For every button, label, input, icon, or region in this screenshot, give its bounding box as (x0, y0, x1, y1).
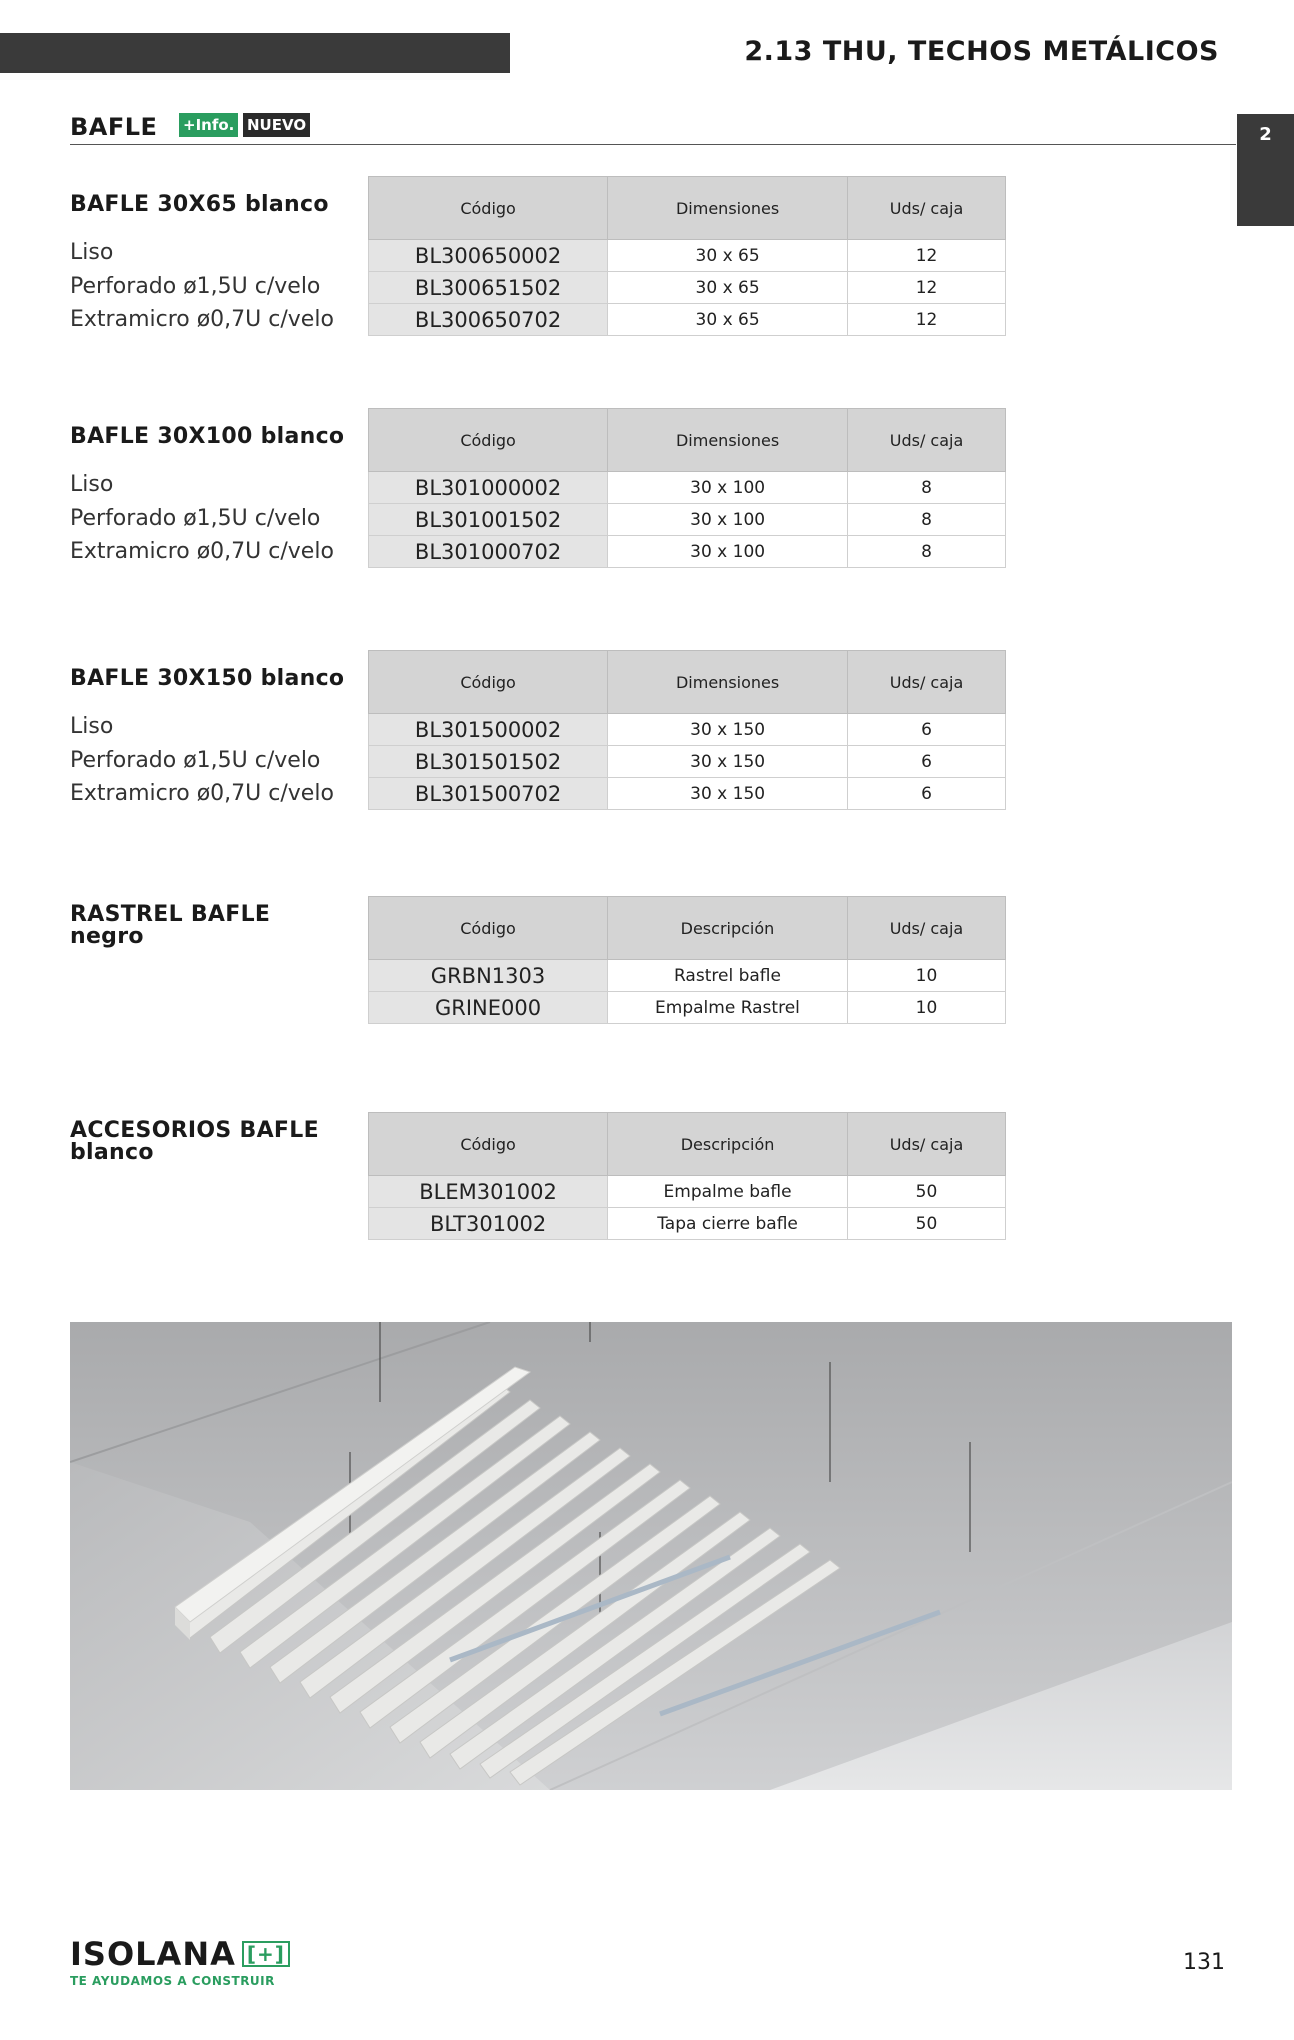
units-cell: 6 (848, 746, 1006, 778)
table-row (369, 992, 1006, 1024)
variant-item: Perforado ø1,5U c/velo (70, 747, 321, 773)
variant-item: Liso (70, 714, 114, 739)
dimensions-cell: 30 x 100 (608, 472, 848, 504)
product-code: BL300651502 (369, 272, 608, 304)
variant-item: Extramicro ø0,7U c/velo (70, 539, 334, 564)
product-code: BLEM301002 (369, 1176, 608, 1208)
company-logo (70, 1935, 290, 1988)
column-header: Código (369, 177, 608, 240)
product-block-30x150 (70, 650, 1006, 812)
units-cell: 10 (847, 992, 1005, 1024)
units-cell: 8 (848, 536, 1006, 568)
chapter-tab: 2 (1237, 114, 1294, 226)
units-cell: 6 (848, 714, 1006, 746)
product-block-30x65 (70, 176, 1006, 338)
dimensions-cell: 30 x 65 (608, 272, 848, 304)
page-header-title: 2.13 THU, TECHOS METÁLICOS (744, 36, 1219, 67)
product-table (368, 176, 1006, 336)
baffle-ceiling-illustration (70, 1322, 1232, 1790)
column-header: Código (369, 897, 608, 960)
variant-item: Extramicro ø0,7U c/velo (70, 781, 334, 806)
table-row (369, 960, 1006, 992)
units-cell: 12 (848, 272, 1006, 304)
page-number: 131 (1183, 1950, 1225, 1975)
column-header: Uds/ caja (848, 651, 1006, 714)
dimensions-cell: 30 x 100 (608, 504, 848, 536)
product-title: RASTREL BAFLE negro (70, 902, 271, 949)
dimensions-cell: 30 x 65 (608, 304, 848, 336)
column-header: Dimensiones (608, 651, 848, 714)
header-bar (0, 33, 510, 73)
product-code: BL301501502 (369, 746, 608, 778)
dimensions-cell: 30 x 100 (608, 536, 848, 568)
table-header-row (369, 897, 1006, 960)
table-row (369, 472, 1006, 504)
variant-list (70, 710, 334, 811)
table-row (369, 746, 1006, 778)
table-row (369, 504, 1006, 536)
column-header: Código (369, 409, 608, 472)
product-table (368, 650, 1006, 810)
table-row (369, 1176, 1006, 1208)
table-header-row (369, 1113, 1006, 1176)
dimensions-cell: 30 x 150 (608, 778, 848, 810)
product-code: BL301001502 (369, 504, 608, 536)
variant-item: Perforado ø1,5U c/velo (70, 505, 321, 531)
product-block-rastrel (70, 896, 1006, 1026)
product-code: BLT301002 (369, 1208, 608, 1240)
product-table (368, 1112, 1006, 1240)
product-title: ACCESORIOS BAFLE blanco (70, 1118, 319, 1165)
more-info-badge[interactable]: +Info. (179, 113, 238, 137)
units-cell: 50 (847, 1176, 1005, 1208)
dimensions-cell: 30 x 65 (608, 240, 848, 272)
description-cell: Empalme bafle (608, 1176, 848, 1208)
logo-wordmark (70, 1935, 290, 1973)
product-code: GRINE000 (369, 992, 608, 1024)
column-header: Código (369, 1113, 608, 1176)
units-cell: 50 (847, 1208, 1005, 1240)
product-code: BL301000002 (369, 472, 608, 504)
variant-item: Extramicro ø0,7U c/velo (70, 307, 334, 332)
product-code: BL301500702 (369, 778, 608, 810)
product-block-accesorios (70, 1112, 1006, 1242)
variant-list (70, 236, 334, 337)
table-header-row (369, 409, 1006, 472)
column-header: Dimensiones (608, 177, 848, 240)
column-header: Descripción (608, 897, 848, 960)
units-cell: 12 (848, 304, 1006, 336)
column-header: Uds/ caja (848, 177, 1006, 240)
product-code: BL300650002 (369, 240, 608, 272)
table-row (369, 536, 1006, 568)
units-cell: 8 (848, 472, 1006, 504)
column-header: Uds/ caja (847, 1113, 1005, 1176)
dimensions-cell: 30 x 150 (608, 714, 848, 746)
table-row (369, 304, 1006, 336)
units-cell: 8 (848, 504, 1006, 536)
variant-list (70, 468, 334, 569)
product-code: BL300650702 (369, 304, 608, 336)
units-cell: 10 (847, 960, 1005, 992)
column-header: Descripción (608, 1113, 848, 1176)
table-header-row (369, 177, 1006, 240)
variant-item: Liso (70, 472, 114, 497)
table-row (369, 240, 1006, 272)
column-header: Uds/ caja (848, 409, 1006, 472)
table-row (369, 272, 1006, 304)
product-code: BL301500002 (369, 714, 608, 746)
product-code: BL301000702 (369, 536, 608, 568)
product-table (368, 408, 1006, 568)
plus-bracket-icon: [+] (242, 1941, 290, 1967)
description-cell: Rastrel bafle (608, 960, 848, 992)
table-row (369, 1208, 1006, 1240)
table-header-row (369, 651, 1006, 714)
section-header (70, 108, 1236, 145)
variant-item: Perforado ø1,5U c/velo (70, 273, 321, 299)
description-cell: Empalme Rastrel (608, 992, 848, 1024)
dimensions-cell: 30 x 150 (608, 746, 848, 778)
column-header: Dimensiones (608, 409, 848, 472)
logo-tagline: TE AYUDAMOS A CONSTRUIR (70, 1974, 275, 1988)
column-header: Uds/ caja (847, 897, 1005, 960)
description-cell: Tapa cierre bafle (608, 1208, 848, 1240)
units-cell: 12 (848, 240, 1006, 272)
new-badge: NUEVO (243, 113, 310, 137)
table-row (369, 778, 1006, 810)
product-photo (70, 1322, 1232, 1790)
column-header: Código (369, 651, 608, 714)
product-title: BAFLE 30X65 blanco (70, 192, 329, 217)
product-title: BAFLE 30X150 blanco (70, 666, 345, 691)
product-code: GRBN1303 (369, 960, 608, 992)
variant-item: Liso (70, 240, 114, 265)
table-row (369, 714, 1006, 746)
units-cell: 6 (848, 778, 1006, 810)
product-block-30x100 (70, 408, 1006, 570)
logo-text: ISOLANA (70, 1935, 236, 1973)
product-title: BAFLE 30X100 blanco (70, 424, 345, 449)
product-table (368, 896, 1006, 1024)
section-title: BAFLE (70, 113, 158, 141)
